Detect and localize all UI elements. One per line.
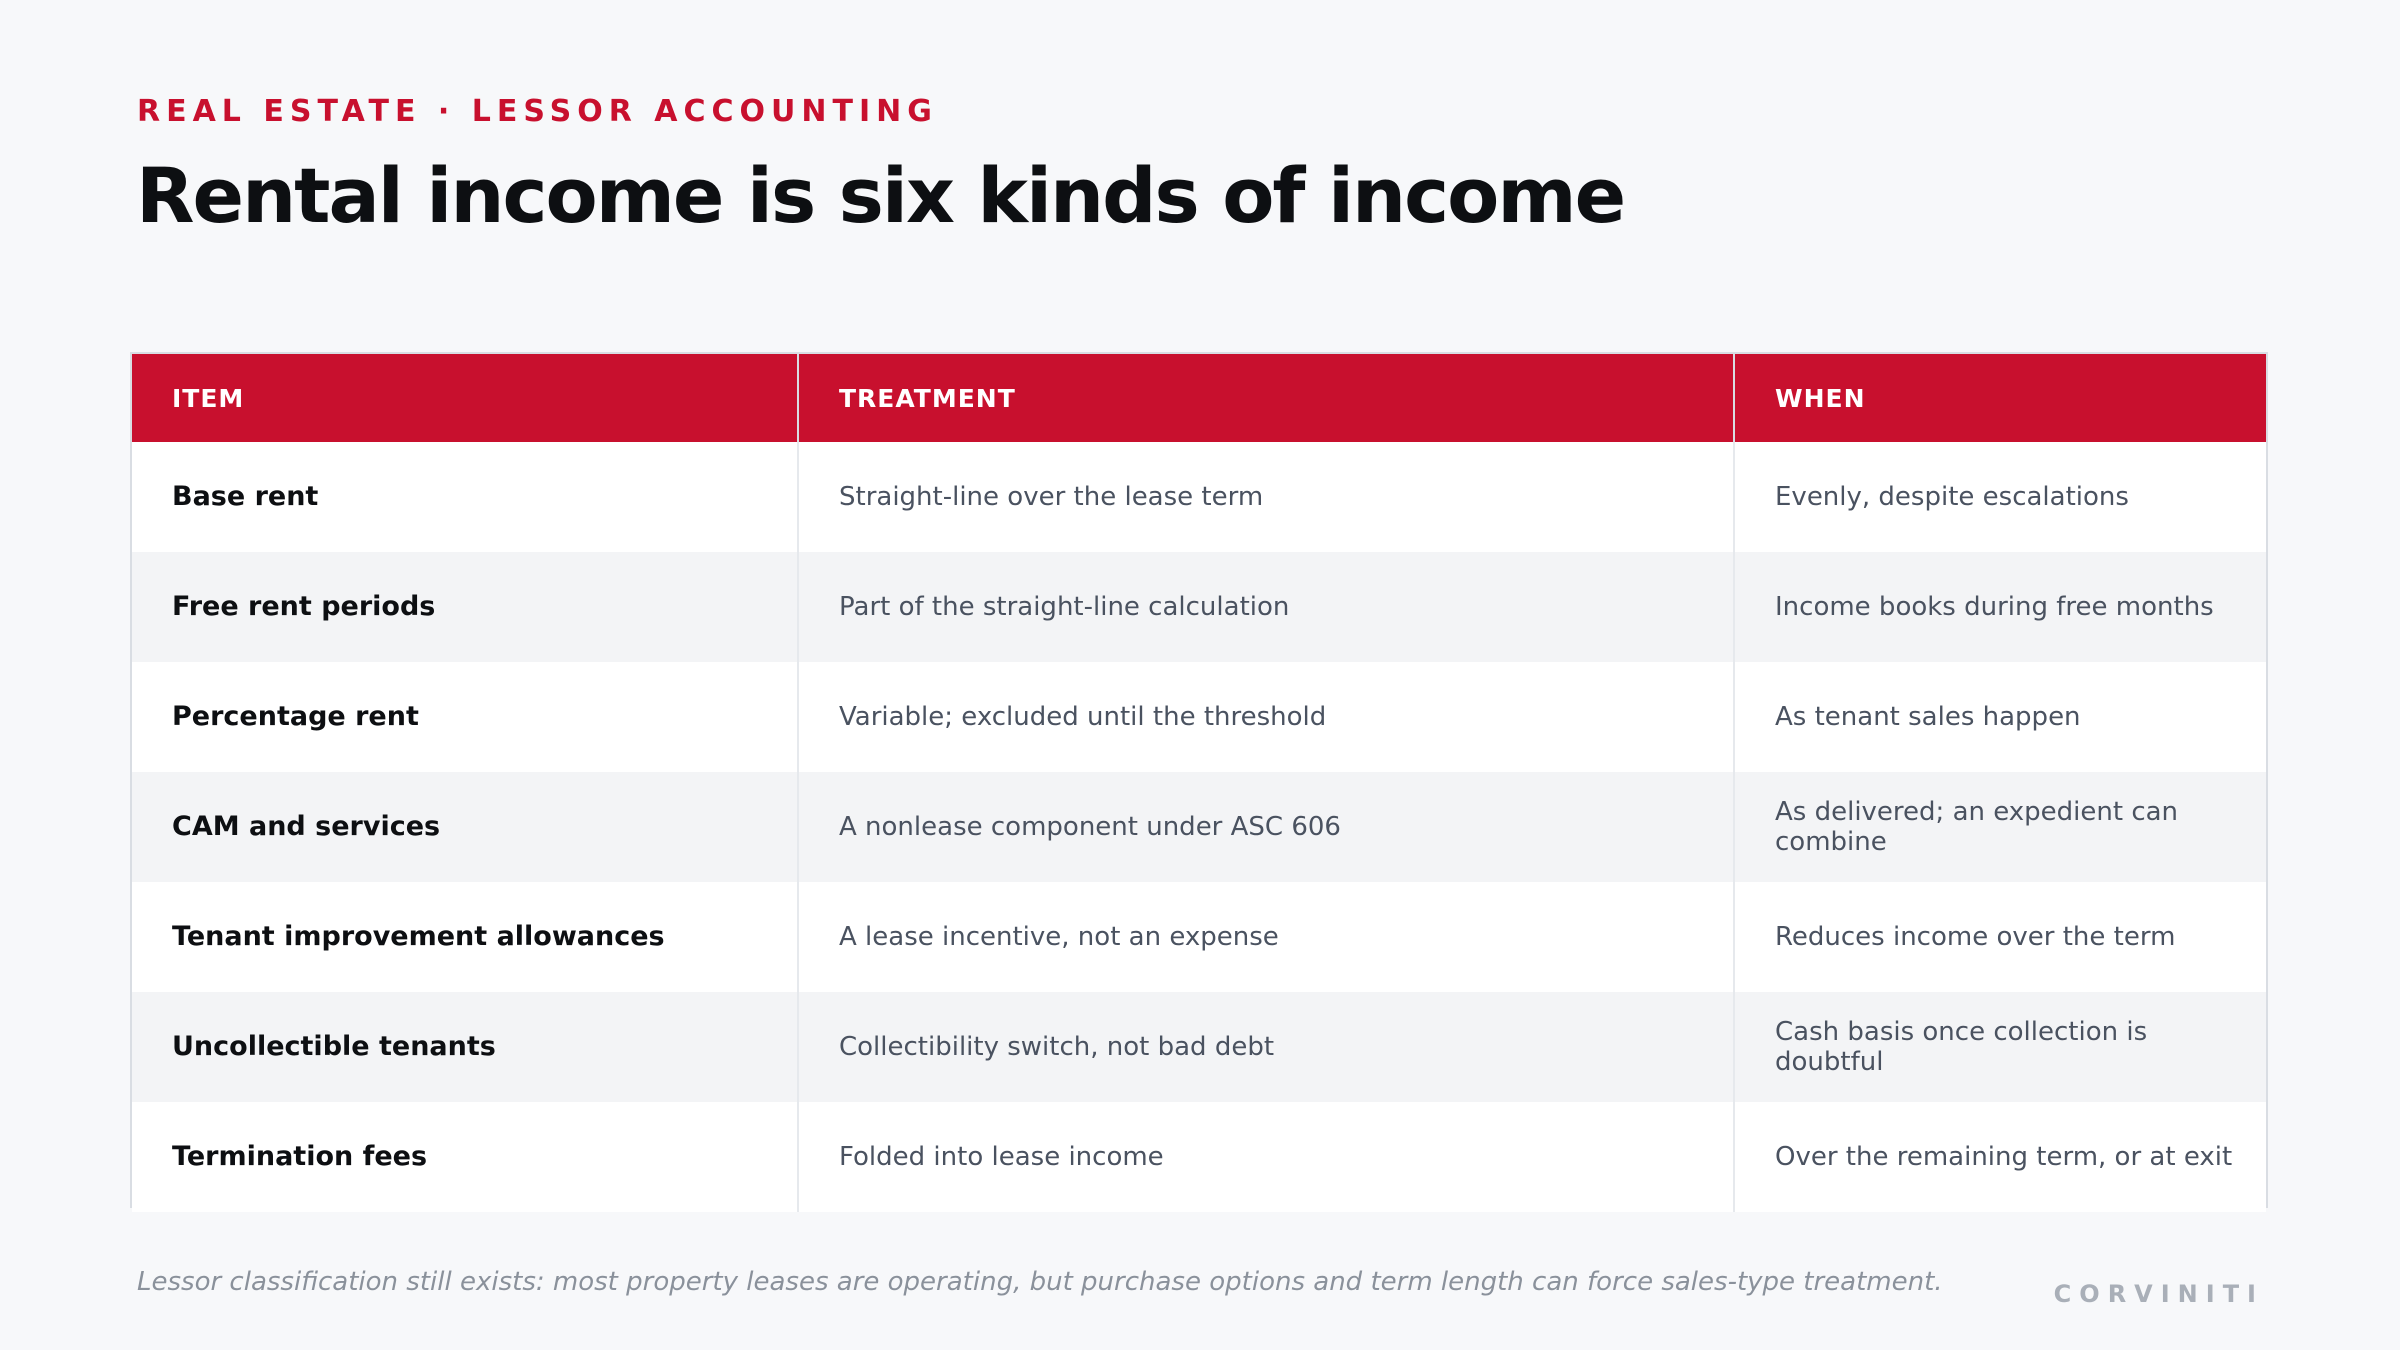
table-header: [132, 354, 2266, 442]
section-eyebrow: REAL ESTATE · LESSOR ACCOUNTING: [137, 94, 938, 129]
table-row: [132, 772, 2266, 882]
table-row: [132, 442, 2266, 552]
page-title: Rental income is six kinds of income: [136, 151, 1625, 240]
footnote: Lessor classification still exists: most property leases are operating, but purchase options and term length can force sales-type treatment.: [137, 1267, 1943, 1297]
table-row: [132, 662, 2266, 772]
item-cell: CAM and services: [132, 772, 798, 882]
when-cell: Income books during free months: [1734, 552, 2266, 662]
when-cell: Over the remaining term, or at exit: [1734, 1102, 2266, 1212]
treatment-cell: A lease incentive, not an expense: [798, 882, 1734, 992]
column-header-when: WHEN: [1734, 354, 2266, 442]
column-header-item: ITEM: [132, 354, 798, 442]
table-body: [132, 442, 2266, 1212]
treatment-cell: Collectibility switch, not bad debt: [798, 992, 1734, 1102]
treatment-cell: Folded into lease income: [798, 1102, 1734, 1212]
when-cell: Reduces income over the term: [1734, 882, 2266, 992]
table-row: [132, 1102, 2266, 1212]
item-cell: Uncollectible tenants: [132, 992, 798, 1102]
item-cell: Free rent periods: [132, 552, 798, 662]
brand-logo: CORVINITI: [2053, 1280, 2264, 1308]
table-row: [132, 992, 2266, 1102]
table-row: [132, 552, 2266, 662]
header-row: [132, 354, 2266, 442]
treatment-cell: A nonlease component under ASC 606: [798, 772, 1734, 882]
treatment-cell: Straight-line over the lease term: [798, 442, 1734, 552]
item-cell: Tenant improvement allowances: [132, 882, 798, 992]
item-cell: Base rent: [132, 442, 798, 552]
when-cell: Cash basis once collection is doubtful: [1734, 992, 2266, 1102]
item-cell: Percentage rent: [132, 662, 798, 772]
when-cell: As tenant sales happen: [1734, 662, 2266, 772]
when-cell: As delivered; an expedient can combine: [1734, 772, 2266, 882]
column-header-treatment: TREATMENT: [798, 354, 1734, 442]
item-cell: Termination fees: [132, 1102, 798, 1212]
table-row: [132, 882, 2266, 992]
when-cell: Evenly, despite escalations: [1734, 442, 2266, 552]
treatment-cell: Part of the straight-line calculation: [798, 552, 1734, 662]
income-table: [130, 352, 2268, 1208]
treatment-cell: Variable; excluded until the threshold: [798, 662, 1734, 772]
